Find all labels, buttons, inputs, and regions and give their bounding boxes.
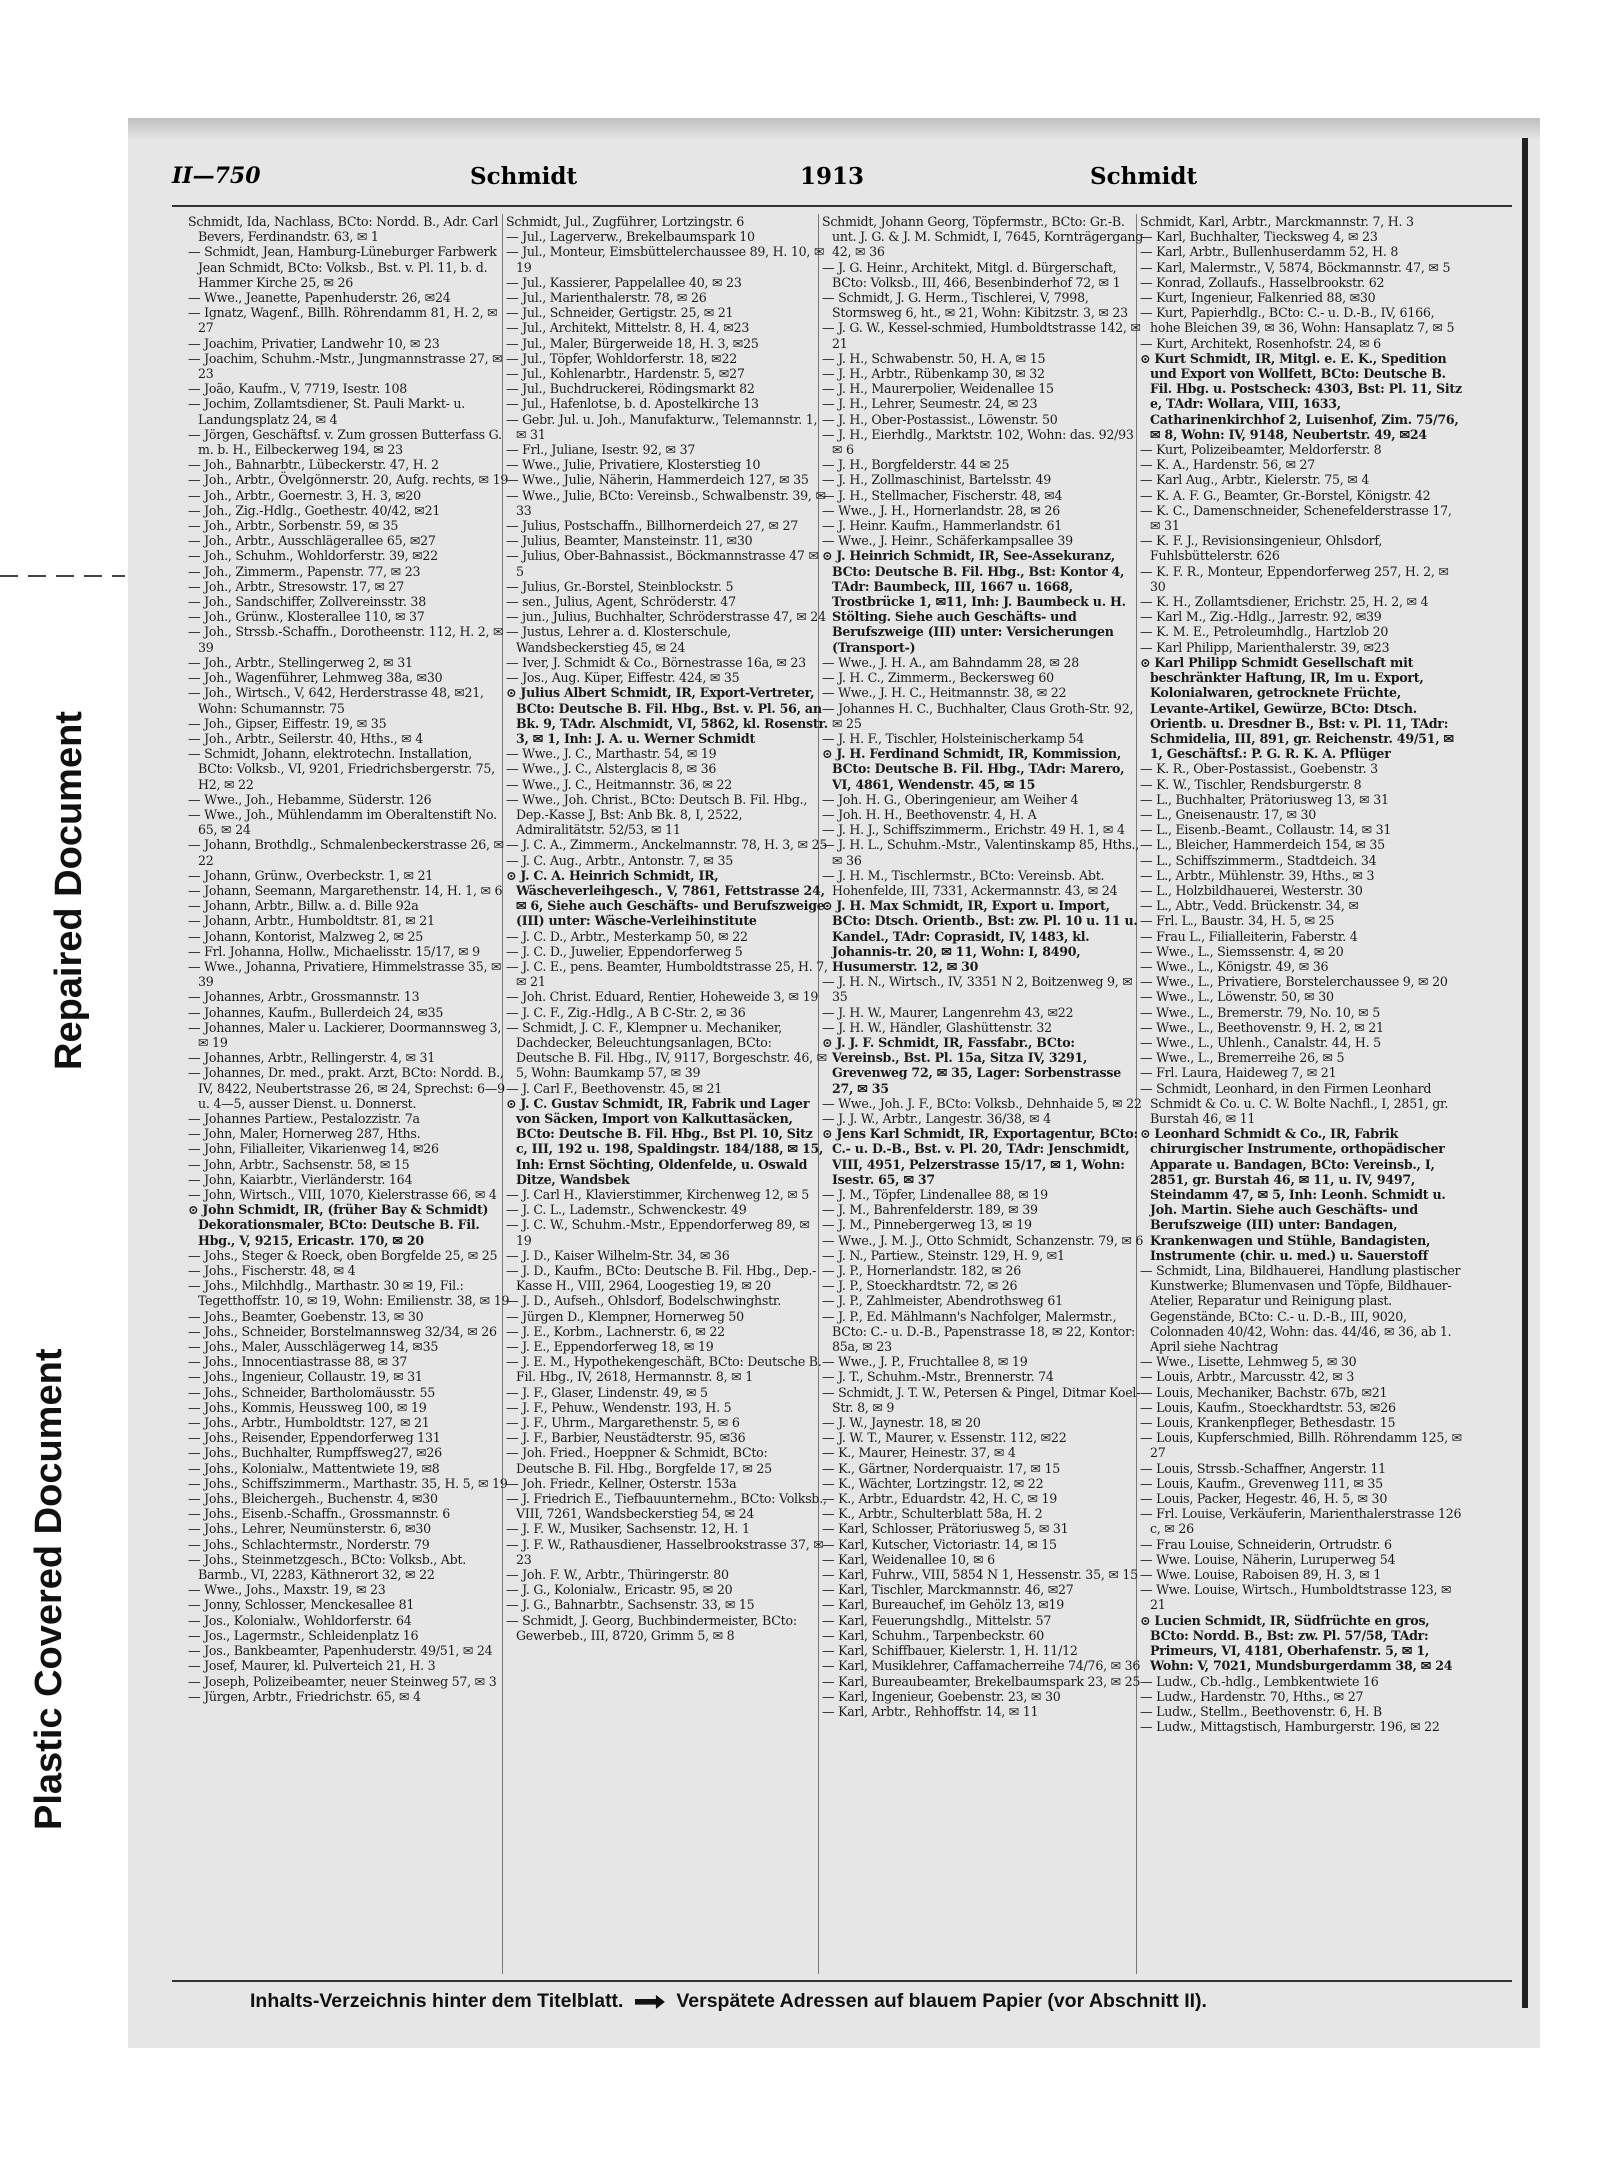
directory-entry: — Johs., Innocentiastrasse 88, ✉ 37 [188,1354,408,1370]
directory-entry: — Ludw., Hardenstr. 70, Hths., ✉ 27 [1140,1688,1364,1704]
directory-entry: — J. H. M., Tischlermstr., BCto: Vereinsb. Abt. Hohenfelde, III, 7331, Ackermannstr. 43, ✉ 24 [822,867,1118,898]
directory-entry: — J. N., Partiew., Steinstr. 129, H. 9, ✉1 [822,1247,1065,1263]
directory-entry: — Kurt, Polizeibeamter, Meldorferstr. 8 [1140,442,1382,458]
directory-entry: — J. H., Zollmaschinist, Bartelsstr. 49 [822,472,1052,488]
directory-entry: — J. C. E., pens. Beamter, Humboldtstrasse 25, H. 7, ✉ 21 [506,958,828,990]
directory-entry: Schmidt, Jul., Zugführer, Lortzingstr. 6 [506,214,745,229]
directory-entry: — Wwe., Johs., Maxstr. 19, ✉ 23 [188,1582,386,1598]
directory-entry: — Wwe., J. Heinr., Schäferkampsallee 39 [822,533,1073,549]
directory-entry: — Joh., Arbtr., Stellingerweg 2, ✉ 31 [188,654,413,670]
directory-entry: — Joh. Fried., Hoeppner & Schmidt, BCto: Deutsche B. Fil. Hbg., Borgfelde 17, ✉ 25 [506,1445,772,1476]
directory-entry: — Wwe. Louise, Näherin, Luruperweg 54 [1140,1551,1396,1567]
directory-entry: — Ludw., Mittagstisch, Hamburgerstr. 196, ✉ 22 [1140,1719,1440,1735]
directory-entry: — Johs., Fischerstr. 48, ✉ 4 [188,1263,356,1279]
directory-entry: — Jul., Architekt, Mittelstr. 8, H. 4, ✉23 [506,320,750,336]
directory-entry: — Johs., Steger & Roeck, oben Borgfelde 25, ✉ 25 [188,1247,498,1263]
crop-mark [0,575,125,577]
directory-entry: — Johs., Buchhalter, Rumpffsweg27, ✉26 [188,1445,442,1461]
directory-entry: — K. A., Hardenstr. 56, ✉ 27 [1140,457,1316,473]
page-footer [250,1990,1450,2016]
directory-entry: — Wwe., L., Beethovenstr. 9, H. 2, ✉ 21 [1140,1019,1384,1035]
directory-entry: — Jul., Schneider, Gertigstr. 25, ✉ 21 [506,305,734,321]
directory-entry: Schmidt, Johann Georg, Töpfermstr., BCto: Gr.-B. unt. J. G. & J. M. Schmidt, I, 7645, Kornträgergang 42, ✉ 36 [822,214,1144,260]
directory-entry: — Schmidt, J. C. F., Klempner u. Mechaniker, Dachdecker, Beleuchtungsanlagen, BCto: Deutsche B. Fil. Hbg., IV, 9117, Borgeschstr. 46, ✉ 5, Wohn: Baumkamp 57, ✉ 39 [506,1019,827,1081]
directory-entry: — Jul., Töpfer, Wohldorferstr. 18, ✉22 [506,350,737,366]
directory-entry: — J. F. W., Rathausdiener, Hasselbrookstrasse 37, ✉ 23 [506,1536,824,1567]
directory-entry: — Karl, Schlosser, Prätoriusweg 5, ✉ 31 [822,1521,1069,1537]
directory-entry: — Jul., Lagerverw., Brekelbaumspark 10 [506,229,755,245]
directory-entry: — Joh., Arbtr., Seilerstr. 40, Hths., ✉ 4 [188,730,423,746]
directory-entry: — Julius, Gr.-Borstel, Steinblockstr. 5 [506,578,734,594]
directory-entry: — Jos., Aug. Küper, Eiffestr. 424, ✉ 35 [506,670,740,686]
directory-entry: — Wwe., J. H. C., Heitmannstr. 38, ✉ 22 [822,685,1067,701]
directory-entry: — Ignatz, Wagenf., Billh. Röhrendamm 81, H. 2, ✉ 27 [188,305,498,336]
directory-entry: — J. G. Heinr., Architekt, Mitgl. d. Bürgerschaft, BCto: Volksb., III, 466, Besenbinderhof 72, ✉ 1 [822,259,1121,290]
directory-entry: — Karl M., Zig.-Hdlg., Jarrestr. 92, ✉39 [1140,609,1382,625]
directory-entry: — Karl, Arbtr., Bullenhuserdamm 52, H. 8 [1140,244,1399,260]
directory-entry: — Frl. L., Baustr. 34, H. 5, ✉ 25 [1140,913,1335,929]
directory-entry: — John, Wirtsch., VIII, 1070, Kielerstrasse 66, ✉ 4 [188,1187,497,1202]
directory-entry: — Louis, Krankenpfleger, Bethesdastr. 15 [1140,1415,1396,1431]
directory-entry: — Wwe., L., Königstr. 49, ✉ 36 [1140,958,1329,974]
directory-entry: ⊙ Karl Philipp Schmidt Gesellschaft mit beschränkter Haftung, IR, Im u. Export, Kolonialwaren, getrocknete Früchte, Levante-Artikel, Gewürze, BCto: Dtsch. Orientb. u. Dresdner B., Bst: v. Pl. 11, TAdr: Schmidelia, III, 891, gr. Reichenstr. 49/51, ✉ 1, Geschäftsf.: P. G. R. K. A. Pflüger [1140,654,1454,762]
directory-entry: — Jul., Maler, Bürgerweide 18, H. 3, ✉25 [506,335,759,351]
header-keyword-left: Schmidt [470,163,578,190]
directory-entry: — Frl., Juliane, Isestr. 92, ✉ 37 [506,442,696,458]
directory-entry: — J. C. F., Zig.-Hdlg., A B C-Str. 2, ✉ 36 [506,1004,746,1020]
directory-entry: — Wwe., Joh. J. F., BCto: Volksb., Dehnhaide 5, ✉ 22 [822,1095,1142,1111]
directory-entry: — Julius, Ober-Bahnassist., Böckmannstrasse 47 ✉ 5 [506,548,819,579]
directory-entry: — Johs., Lehrer, Neumünsterstr. 6, ✉30 [188,1521,431,1537]
directory-entry: — Jul., Kassierer, Pappelallee 40, ✉ 23 [506,274,742,290]
directory-entry: — J. C. L., Lademstr., Schwenckestr. 49 [506,1202,747,1218]
directory-entry: — Joh., Arbtr., Sorbenstr. 59, ✉ 35 [188,518,399,534]
directory-entry: — John, Kaiarbtr., Vierländerstr. 164 [188,1171,413,1187]
directory-entry: — Karl, Ingenieur, Goebenstr. 23, ✉ 30 [822,1688,1061,1704]
directory-entry: — L., Gneisenaustr. 17, ✉ 30 [1140,806,1317,822]
directory-entry: — J. D., Kaiser Wilhelm-Str. 34, ✉ 36 [506,1247,730,1263]
directory-entry: — J. F., Pehuw., Wendenstr. 193, H. 5 [506,1399,732,1415]
directory-entry: — Joh. Christ. Eduard, Rentier, Hoheweide 3, ✉ 19 [506,989,819,1005]
page-number: II—750 [172,163,261,189]
directory-entry: — Johann, Kontorist, Malzweg 2, ✉ 25 [188,928,424,944]
directory-entry: — L., Holzbildhauerei, Westerstr. 30 [1140,882,1363,898]
directory-entry: — J. E., Korbm., Lachnerstr. 6, ✉ 22 [506,1323,725,1339]
directory-entry: — Konrad, Zollaufs., Hasselbrookstr. 62 [1140,274,1385,290]
directory-entry: — J. M., Töpfer, Lindenallee 88, ✉ 19 [822,1187,1048,1202]
directory-entry: — Karl, Musiklehrer, Caffamacherreihe 74/76, ✉ 36 [822,1658,1141,1674]
directory-entry: ⊙ Leonhard Schmidt & Co., IR, Fabrik chirurgischer Instrumente, orthopädischer Apparate u. Bandagen, BCto: Vereinsb., I, 2851, gr. Burstah 46, ✉ 11, u. IV, 9497, Steindamm 47, ✉ 5, Inh: Leonh. Schmidt u. Joh. Martin. Siehe auch Geschäfts- und Berufszweige (III) unter: Bandagen, Krankenwagen und Stühle, Bandagisten, Instrumente (chir. u. med.) u. Sauerstoff [1140,1126,1446,1263]
directory-entry: — Wwe., L., Privatiere, Borstelerchaussee 9, ✉ 20 [1140,974,1448,990]
directory-entry: — Johs., Kommis, Heussweg 100, ✉ 19 [188,1399,427,1415]
directory-entry: — J. H., Eierhdlg., Marktstr. 102, Wohn: das. 92/93 ✉ 6 [822,426,1134,458]
directory-entry: — Frl. Louise, Verkäuferin, Marienthalerstrasse 126 c, ✉ 26 [1140,1506,1462,1537]
pointing-hand-icon [635,1995,665,2009]
directory-entry: — Wwe., Julie, Näherin, Hammerdeich 127, ✉ 35 [506,472,809,488]
directory-entry: — J. G., Kolonialw., Ericastr. 95, ✉ 20 [506,1582,733,1598]
directory-entry: — Johs., Milchhdlg., Marthastr. 30 ✉ 19, Fil.: Tegetthoffstr. 10, ✉ 19, Wohn: Emilienstr. 38, ✉ 19 [188,1278,510,1309]
directory-entry: — J. P., Stoeckhardtstr. 72, ✉ 26 [822,1278,1018,1294]
directory-entry: — Louis, Arbtr., Marcusstr. 42, ✉ 3 [1140,1369,1355,1385]
directory-entry: — K., Arbtr., Eduardstr. 42, H. C, ✉ 19 [822,1491,1058,1507]
directory-entry: — Joh., Schuhm., Wohldorferstr. 39, ✉22 [188,548,438,564]
directory-entry: — Karl, Weidenallee 10, ✉ 6 [822,1551,995,1567]
directory-entry: — K., Arbtr., Schulterblatt 58a, H. 2 [822,1506,1043,1522]
directory-entry: — J. C. D., Juwelier, Eppendorferweg 5 [506,943,743,959]
directory-entry: — J. P., Ed. Mählmann's Nachfolger, Malermstr., BCto: C.- u. D.-B., Papenstrasse 18, ✉ 22, Kontor: 85a, ✉ 23 [822,1308,1136,1355]
directory-entry: — J. E., Eppendorferweg 18, ✉ 19 [506,1339,714,1355]
directory-entry: — Wwe., Julie, BCto: Vereinsb., Schwalbenstr. 39, ✉ 33 [506,487,826,518]
directory-entry: — Wwe., Jeanette, Papenhuderstr. 26, ✉24 [188,290,451,306]
directory-entry: ⊙ J. J. F. Schmidt, IR, Fassfabr., BCto: Vereinsb., Bst. Pl. 15a, Sitza IV, 3291, Grevenweg 72, ✉ 35, Lager: Sorbenstrasse 27, ✉ 35 [822,1034,1121,1096]
directory-entry: — Wwe., Joh. Christ., BCto: Deutsch B. Fil. Hbg., Dep.-Kasse J, Bst: Anb Bk. 8, I, 2522, Admiralitätstr. 52/53, ✉ 11 [506,791,808,838]
directory-entry: — J. D., Kaufm., BCto: Deutsche B. Fil. Hbg., Dep.-Kasse H., VIII, 2964, Loogestieg 19, ✉ 20 [506,1263,817,1294]
directory-entry: — Joh. Friedr., Kellner, Osterstr. 153a [506,1475,737,1491]
directory-entry: — Joh., Grünw., Klosterallee 110, ✉ 37 [188,609,425,625]
directory-entry: — Johs., Reisender, Eppendorferweg 131 [188,1430,441,1446]
directory-entry: — Johs., Schneider, Borstelmannsweg 32/34, ✉ 26 [188,1323,497,1339]
directory-entry: — J. H. C., Zimmerm., Beckersweg 60 [822,670,1054,686]
directory-entry: — J. Friedrich E., Tiefbauunternehm., BCto: Volksb., VIII, 7261, Wandsbeckerstieg 54, ✉ 24 [506,1491,827,1522]
column-1 [188,214,510,1979]
directory-entry: — K. R., Ober-Postassist., Goebenstr. 3 [1140,761,1378,777]
directory-entry: — John, Maler, Hornerweg 287, Hths. [188,1126,421,1142]
directory-entry: — Karl, Kutscher, Victoriastr. 14, ✉ 15 [822,1536,1057,1552]
directory-entry: — Joh., Arbtr., Övelgönnerstr. 20, Aufg. rechts, ✉ 19 [188,472,509,488]
directory-entry: — Johannes, Arbtr., Grossmannstr. 13 [188,989,420,1005]
directory-entry: — Johs., Arbtr., Humboldtstr. 127, ✉ 21 [188,1415,430,1431]
directory-entry: — Joachim, Schuhm.-Mstr., Jungmannstrasse 27, ✉ 23 [188,350,503,382]
directory-entry: — Joh., Sandschiffer, Zollvereinsstr. 38 [188,594,426,610]
directory-entry: — K. M. E., Petroleumhdlg., Hartzlob 20 [1140,624,1389,640]
directory-entry: — Schmidt, Leonhard, in den Firmen Leonhard Schmidt & Co. u. C. W. Bolte Nachfl., I, 2851, gr. Burstah 46, ✉ 11 [1140,1080,1449,1126]
directory-entry: — Karl, Bureauchef, im Gehölz 13, ✉19 [822,1597,1065,1613]
directory-entry: ⊙ J. C. A. Heinrich Schmidt, IR, Wäscheverleihgesch., V, 7861, Fettstrasse 24, ✉ 6, Siehe auch Geschäfts- und Berufszweige (III) unter: Wäsche-Verleihinstitute [506,867,825,929]
column-4 [1140,214,1462,1979]
directory-columns [188,214,1528,1979]
directory-entry: — Joh., Zig.-Hdlg., Goethestr. 40/42, ✉21 [188,502,441,518]
directory-entry: — J. W. T., Maurer, v. Essenstr. 112, ✉22 [822,1430,1067,1446]
sidebar-label-repaired: Repaired Document [48,711,90,1070]
directory-entry: — J. C. W., Schuhm.-Mstr., Eppendorferweg 89, ✉ 19 [506,1217,810,1248]
directory-entry: — J. M., Bahrenfelderstr. 189, ✉ 39 [822,1202,1038,1218]
directory-entry: — Jörgen, Geschäftsf. v. Zum grossen Butterfass G. m. b. H., Eilbeckerweg 194, ✉ 23 [188,426,502,458]
directory-entry: — J. H. J., Schiffszimmerm., Erichstr. 49 H. 1, ✉ 4 [822,822,1125,838]
directory-entry: — Karl Aug., Arbtr., Kielerstr. 75, ✉ 4 [1140,472,1370,488]
directory-entry: — J. T., Schuhm.-Mstr., Brennerstr. 74 [822,1369,1054,1385]
footer-index-note: Inhalts-Verzeichnis hinter dem Titelblatt. [250,1990,624,2012]
directory-entry: — Louis, Kupferschmied, Billh. Röhrendamm 125, ✉ 27 [1140,1430,1462,1461]
directory-entry: — Louis, Mechaniker, Bachstr. 67b, ✉21 [1140,1384,1388,1400]
directory-entry: — Johs., Schiffszimmerm., Marthastr. 35, H. 5, ✉ 19 [188,1475,508,1491]
scan-shadow [128,118,1540,140]
directory-entry: — Joachim, Privatier, Landwehr 10, ✉ 23 [188,335,440,351]
directory-entry: — Schmidt, J. T. W., Petersen & Pingel, Ditmar Koel-Str. 8, ✉ 9 [822,1384,1141,1415]
directory-entry: — Wwe., Joh., Hebamme, Süderstr. 126 [188,791,432,807]
directory-entry: — Wwe. Louise, Wirtsch., Humboldtstrasse 123, ✉ 21 [1140,1582,1452,1613]
directory-entry: — Joh., Strssb.-Schaffn., Dorotheenstr. 112, H. 2, ✉ 39 [188,624,504,655]
directory-entry: — Wwe., L., Uhlenh., Canalstr. 44, H. 5 [1140,1034,1381,1050]
directory-entry: — Johannes, Dr. med., prakt. Arzt, BCto: Nordd. B., IV, 8422, Neubertstrasse 26, ✉ 24, Sprechst: 6—9 u. 4—5, ausser Dienst. u. Donnerst. [188,1065,505,1111]
sidebar-label-plastic: Plastic Covered Document [28,1348,70,1830]
footer-late-addresses-note: Verspätete Adressen auf blauem Papier (vor Abschnitt II). [676,1990,1207,2012]
directory-entry: — Jürgen, Arbtr., Friedrichstr. 65, ✉ 4 [188,1688,421,1704]
directory-entry: — Schmidt, Johann, elektrotechn. Installation, BCto: Volksb., VI, 9201, Friedrichsbergerstr. 75, H2, ✉ 22 [188,746,495,792]
directory-entry: — K. H., Zollamtsdiener, Erichstr. 25, H. 2, ✉ 4 [1140,594,1429,610]
directory-entry: — J. H. L., Schuhm.-Mstr., Valentinskamp 85, Hths., ✉ 36 [822,837,1140,868]
directory-entry: — K., Gärtner, Norderquaistr. 17, ✉ 15 [822,1460,1061,1476]
directory-entry: — J. Heinr. Kaufm., Hammerlandstr. 61 [822,518,1063,534]
directory-entry: — J. H., Stellmacher, Fischerstr. 48, ✉4 [822,487,1063,503]
directory-entry: — Johs., Beamter, Goebenstr. 13, ✉ 30 [188,1308,424,1324]
directory-entry: Schmidt, Karl, Arbtr., Marckmannstr. 7, H. 3 [1140,214,1414,229]
directory-entry: — Johs., Bleichergeh., Buchenstr. 4, ✉30 [188,1491,438,1507]
directory-entry: — Karl, Feuerungshdlg., Mittelstr. 57 [822,1612,1052,1628]
directory-entry: — J. C. Aug., Arbtr., Antonstr. 7, ✉ 35 [506,852,734,868]
directory-entry: — Joh., Arbtr., Goernestr. 3, H. 3, ✉20 [188,487,421,503]
directory-entry: ⊙ J. H. Max Schmidt, IR, Export u. Import, BCto: Dtsch. Orientb., Bst: zw. Pl. 10 u. 11 u. Kandel., TAdr: Coprasidt, IV, 1483, kl. Johannis-tr. 20, ✉ 11, Wohn: I, 8490, Husumerstr. 12, ✉ 30 [822,898,1138,974]
directory-entry: — J. D., Aufseh., Ohlsdorf, Bodelschwinghstr. [506,1293,782,1309]
directory-entry: — J. H., Maurerpolier, Weidenallee 15 [822,381,1054,397]
directory-entry: — John, Arbtr., Sachsenstr. 58, ✉ 15 [188,1156,410,1172]
directory-entry: — Louis, Packer, Hegestr. 46, H. 5, ✉ 30 [1140,1491,1388,1507]
directory-entry: — K. W., Tischler, Rendsburgerstr. 8 [1140,776,1362,792]
directory-entry: — Jul., Kohlenarbtr., Hardenstr. 5, ✉27 [506,366,745,382]
archive-sidebar [0,0,110,2177]
directory-entry: — Karl, Arbtr., Rehhoffstr. 14, ✉ 11 [822,1703,1039,1719]
directory-entry: — Joh., Wagenführer, Lehmweg 38a, ✉30 [188,670,443,686]
directory-entry: ⊙ Kurt Schmidt, IR, Mitgl. e. E. K., Spedition und Export von Wollfett, BCto: Deutsche B. Fil. Hbg. u. Postscheck: 4303, Bst: Pl. 11, Sitz e, TAdr: Wollara, VIII, 1633, Catharinenkirchhof 2, Luisenhof, Zim. 75/76, ✉ 8, Wohn: IV, 9148, Neubertstr. 49, ✉24 [1140,350,1462,442]
directory-entry: — Frau Louise, Schneiderin, Ortrudstr. 6 [1140,1536,1392,1552]
directory-entry: — J. M., Pinnebergerweg 13, ✉ 19 [822,1217,1032,1233]
directory-entry: — Wwe., J. C., Alsterglacis 8, ✉ 36 [506,761,717,777]
directory-entry: ⊙ J. H. Ferdinand Schmidt, IR, Kommission, BCto: Deutsche B. Fil. Hbg., TAdr: Marero, VI, 4861, Wendenstr. 45, ✉ 15 [822,746,1125,792]
directory-entry: — Johannes, Kaufm., Bullerdeich 24, ✉35 [188,1004,444,1020]
directory-entry: — Wwe., J. H. A., am Bahndamm 28, ✉ 28 [822,654,1079,670]
directory-entry: — Gebr. Jul. u. Joh., Manufakturw., Telemannstr. 1, ✉ 31 [506,411,818,442]
directory-entry: — Karl, Tischler, Marckmannstr. 46, ✉27 [822,1582,1074,1598]
directory-entry: — K. A. F. G., Beamter, Gr.-Borstel, Königstr. 42 [1140,487,1431,503]
directory-entry: — Wwe., J. C., Heitmannstr. 36, ✉ 22 [506,776,733,792]
footer-rule [172,1980,1512,1982]
directory-entry: — J. Carl F., Beethovenstr. 45, ✉ 21 [506,1080,723,1096]
directory-entry: — J. G., Bahnarbtr., Sachsenstr. 33, ✉ 15 [506,1597,755,1613]
directory-entry: — J. Carl H., Klavierstimmer, Kirchenweg 12, ✉ 5 [506,1187,810,1202]
directory-entry: — João, Kaufm., V, 7719, Isestr. 108 [188,381,408,397]
directory-entry: — jun., Julius, Buchhalter, Schröderstrasse 47, ✉ 24 [506,609,826,625]
directory-entry: — Johann, Seemann, Margarethenstr. 14, H. 1, ✉ 6 [188,882,503,898]
directory-entry: — Julius, Beamter, Mansteinstr. 11, ✉30 [506,533,753,549]
directory-entry: — Johs., Kolonialw., Mattentwiete 19, ✉8 [188,1460,440,1476]
directory-entry: — L., Abtr., Vedd. Brückenstr. 34, ✉ [1140,898,1359,914]
directory-entry: — Jos., Lagermstr., Schleidenplatz 16 [188,1627,419,1643]
column-3 [822,214,1144,1979]
directory-entry: — Joh., Gipser, Eiffestr. 19, ✉ 35 [188,715,387,731]
directory-entry: — Jul., Monteur, Eimsbüttelerchaussee 89, H. 10, ✉ 19 [506,244,825,275]
directory-entry: — Karl, Buchhalter, Tiecksweg 4, ✉ 23 [1140,229,1378,245]
directory-entry: — Wwe., Joh., Mühlendamm im Oberaltenstift No. 65, ✉ 24 [188,806,497,838]
directory-entry: — Josef, Maurer, kl. Pulverteich 21, H. 3 [188,1658,436,1674]
directory-entry: — J. F., Uhrm., Margarethenstr. 5, ✉ 6 [506,1415,740,1431]
directory-entry: — J. H. W., Händler, Glashüttenstr. 32 [822,1019,1052,1035]
directory-entry: — Kurt, Ingenieur, Falkenried 88, ✉30 [1140,290,1376,306]
directory-entry: — Johannes, Maler u. Lackierer, Doormannsweg 3, ✉ 19 [188,1019,502,1050]
directory-entry: — Karl, Malermstr., V, 5874, Böckmannstr. 47, ✉ 5 [1140,259,1451,275]
directory-entry: — Kurt, Papierhdlg., BCto: C.- u. D.-B., IV, 6166, hohe Bleichen 39, ✉ 36, Wohn: Hansaplatz 7, ✉ 5 [1140,305,1455,336]
directory-entry: — L., Buchhalter, Prätoriusweg 13, ✉ 31 [1140,791,1389,807]
directory-entry: — L., Schiffszimmerm., Stadtdeich. 34 [1140,852,1377,868]
directory-entry: — Karl, Schiffbauer, Kielerstr. 1, H. 11/12 [822,1643,1078,1659]
directory-entry: — Louis, Strssb.-Schaffner, Angerstr. 11 [1140,1460,1386,1476]
directory-entry: — Johannes H. C., Buchhalter, Claus Groth-Str. 92, ✉ 25 [822,700,1134,731]
directory-entry: — Karl, Fuhrw., VIII, 5854 N 1, Hessenstr. 35, ✉ 15 [822,1567,1138,1583]
directory-entry: — Wwe., Julie, Privatiere, Klosterstieg 10 [506,457,761,473]
directory-entry: — Wwe., Lisette, Lehmweg 5, ✉ 30 [1140,1354,1357,1370]
directory-entry: — Ludw., Stellm., Beethovenstr. 6, H. B [1140,1703,1382,1719]
directory-entry: — Wwe., J. P., Fruchtallee 8, ✉ 19 [822,1354,1028,1370]
directory-entry: — J. H., Borgfelderstr. 44 ✉ 25 [822,457,1010,473]
directory-entry: — K. C., Damenschneider, Schenefelderstrasse 17, ✉ 31 [1140,502,1452,534]
directory-entry: — Wwe. Louise, Raboisen 89, H. 3, ✉ 1 [1140,1567,1382,1583]
directory-entry: — Jul., Hafenlotse, b. d. Apostelkirche 13 [506,396,759,412]
directory-entry: — Julius, Postschaffn., Billhornerdeich 27, ✉ 27 [506,518,798,534]
directory-entry: — Johannes, Arbtr., Rellingerstr. 4, ✉ 31 [188,1050,436,1066]
directory-entry: — Jul., Buchdruckerei, Rödingsmarkt 82 [506,381,755,397]
directory-entry: — J. W., Jaynestr. 18, ✉ 20 [822,1415,981,1431]
directory-entry: — sen., Julius, Agent, Schröderstr. 47 [506,594,736,610]
header-year: 1913 [800,163,865,190]
directory-entry: — Iver, J. Schmidt & Co., Börnestrasse 16a, ✉ 23 [506,654,806,670]
directory-entry: — Wwe., J. H., Hornerlandstr. 28, ✉ 26 [822,502,1061,518]
directory-entry: — L., Bleicher, Hammerdeich 154, ✉ 35 [1140,837,1385,853]
directory-entry: — J. H. W., Maurer, Langenrehm 43, ✉22 [822,1004,1074,1020]
directory-entry: ⊙ Julius Albert Schmidt, IR, Export-Vertreter, BCto: Deutsche B. Fil. Hbg., Bst. v. Pl. 56, an Bk. 9, TAdr. Alschmidt, VI, 5862, kl. Rosenstr. 3, ✉ 1, Inh: J. A. u. Werner Schmidt [506,685,828,746]
directory-entry: — Schmidt, J. Georg, Buchbindermeister, BCto: Gewerbeb., III, 8720, Grimm 5, ✉ 8 [506,1612,797,1643]
directory-entry: — J. H., Lehrer, Seumestr. 24, ✉ 23 [822,396,1038,412]
directory-entry: — Ludw., Cb.-hdlg., Lembkentwiete 16 [1140,1673,1379,1689]
directory-entry: — J. G. W., Kessel-schmied, Humboldtstrasse 142, ✉ 21 [822,320,1141,351]
directory-entry: — Wwe., L., Bremerstr. 79, No. 10, ✉ 5 [1140,1004,1380,1020]
directory-entry: — J. P., Hornerlandstr. 182, ✉ 26 [822,1263,1022,1279]
directory-entry: — Johs., Schlachtermstr., Norderstr. 79 [188,1536,430,1552]
directory-entry: — J. H., Arbtr., Rübenkamp 30, ✉ 32 [822,366,1045,382]
directory-entry: — Karl, Schuhm., Tarpenbeckstr. 60 [822,1627,1044,1643]
directory-entry: — Frl. Johanna, Hollw., Michaelisstr. 15/17, ✉ 9 [188,943,480,959]
directory-entry: — Jos., Bankbeamter, Papenhuderstr. 49/51, ✉ 24 [188,1643,493,1659]
directory-entry: — Wwe., J. C., Marthastr. 54, ✉ 19 [506,746,717,762]
directory-entry: — J. C. A., Zimmerm., Anckelmannstr. 78, H. 3, ✉ 25 [506,837,828,853]
directory-entry: ⊙ J. C. Gustav Schmidt, IR, Fabrik und Lager von Säcken, Import von Kalkuttasäcken, BCto: Deutsche B. Fil. Hbg., Bst Pl. 10, Sitz c, III, 192 u. 198, Spaldingstr. 184/188, ✉ 15, Inh: Ernst Söchting, Oldenfelde, u. Oswald Ditze, Wandsbek [506,1095,824,1187]
directory-entry: — Johannes Partiew., Pestalozzistr. 7a [188,1110,420,1126]
directory-entry: — Frau L., Filialleiterin, Faberstr. 4 [1140,928,1358,944]
directory-entry: — J. F., Barbier, Neustädterstr. 95, ✉36 [506,1430,746,1446]
directory-entry: — K., Maurer, Heinestr. 37, ✉ 4 [822,1445,1016,1461]
directory-entry: — Johs., Ingenieur, Collaustr. 19, ✉ 31 [188,1369,423,1385]
directory-entry: — L., Arbtr., Mühlenstr. 39, Hths., ✉ 3 [1140,867,1375,883]
directory-entry: — John, Filialleiter, Vikarienweg 14, ✉26 [188,1141,439,1157]
directory-entry: — Johs., Maler, Ausschlägerweg 14, ✉35 [188,1339,439,1355]
directory-entry: — J. C. D., Arbtr., Mesterkamp 50, ✉ 22 [506,928,748,944]
directory-entry: — Johann, Arbtr., Billw. a. d. Bille 92a [188,898,419,914]
directory-entry: — Joh., Bahnarbtr., Lübeckerstr. 47, H. 2 [188,457,439,473]
directory-entry: — Wwe., L., Siemssenstr. 4, ✉ 20 [1140,943,1344,959]
directory-entry: — Schmidt, J. G. Herm., Tischlerei, V, 7998, Stormsweg 6, ht., ✉ 21, Wohn: Kibitzstr. 3, ✉ 23 [822,290,1128,321]
column-2 [506,214,828,1979]
directory-entry: — J. H., Schwabenstr. 50, H. A, ✉ 15 [822,350,1046,366]
directory-entry: — J. E. M., Hypothekengeschäft, BCto: Deutsche B. Fil. Hbg., IV, 2618, Hermannstr. 8, ✉ 1 [506,1354,822,1385]
directory-entry: — Joh., Wirtsch., V, 642, Herderstrasse 48, ✉21, Wohn: Schumannstr. 75 [188,685,484,716]
directory-entry: — Joh., Arbtr., Stresowstr. 17, ✉ 27 [188,578,404,594]
directory-entry: — Louis, Kaufm., Grevenweg 111, ✉ 35 [1140,1475,1383,1491]
directory-entry: — Wwe., Johanna, Privatiere, Himmelstrasse 35, ✉ 39 [188,958,502,990]
directory-entry: — J. H., Ober-Postassist., Löwenstr. 50 [822,411,1058,427]
directory-entry: — Frl. Laura, Haideweg 7, ✉ 21 [1140,1065,1337,1081]
directory-entry: — Louis, Kaufm., Stoeckhardtstr. 53, ✉26 [1140,1399,1396,1415]
directory-entry: — Jul., Marienthalerstr. 78, ✉ 26 [506,290,707,306]
directory-entry: — Kurt, Architekt, Rosenhofstr. 24, ✉ 6 [1140,335,1381,351]
directory-entry: — J. F., Glaser, Lindenstr. 49, ✉ 5 [506,1384,708,1400]
directory-entry: — J. P., Zahlmeister, Abendrothsweg 61 [822,1293,1063,1309]
directory-entry: — Joh. F. W., Arbtr., Thüringerstr. 80 [506,1567,729,1583]
directory-entry: — Schmidt, Jean, Hamburg-Lüneburger Farbwerk Jean Schmidt, BCto: Volksb., Bst. v. Pl. 11, b. d. Hammer Kirche 25, ✉ 26 [188,244,497,290]
directory-entry: — Johann, Brothdlg., Schmalenbeckerstrasse 26, ✉ 22 [188,837,504,868]
directory-entry: — Schmidt, Lina, Bildhauerei, Handlung plastischer Kunstwerke; Blumenvasen und Töpfe, Bildhauer-Atelier, Reparatur und Reinigung plast. Gegenstände, BCto: C.- u. D.-B., III, 9020, Colonnaden 40/42, Wohn: das. 44/46, ✉ 36, ab 1. April siehe Nachtrag [1140,1263,1461,1355]
directory-entry: ⊙ Lucien Schmidt, IR, Südfrüchte en gros, BCto: Nordd. B., Bst: zw. Pl. 57/58, TAdr: Primeurs, VI, 4181, Oberhafenstr. 5, ✉ 1, Wohn: V, 7021, Mundsburgerdamm 38, ✉ 24 [1140,1612,1453,1674]
directory-entry: — J. H. N., Wirtsch., IV, 3351 N 2, Boitzenweg 9, ✉ 35 [822,974,1133,1005]
header-rule [172,205,1512,207]
directory-entry: — Karl, Bureaubeamter, Brekelbaumspark 23, ✉ 25 [822,1673,1141,1689]
directory-entry: — Johann, Grünw., Overbeckstr. 1, ✉ 21 [188,867,434,883]
directory-entry: — J. H. F., Tischler, Holsteinischerkamp 54 [822,730,1084,746]
directory-entry: — J. F. W., Musiker, Sachsenstr. 12, H. 1 [506,1521,750,1537]
directory-entry: — K., Wächter, Lortzingstr. 12, ✉ 22 [822,1475,1044,1491]
directory-entry: — Joh., Zimmerm., Papenstr. 77, ✉ 23 [188,563,421,579]
directory-entry: Schmidt, Ida, Nachlass, BCto: Nordd. B., Adr. Carl Bevers, Ferdinandstr. 63, ✉ 1 [188,214,499,245]
directory-entry: — Jürgen D., Klempner, Hornerweg 50 [506,1308,744,1324]
directory-entry: — Jochim, Zollamtsdiener, St. Pauli Markt- u. Landungsplatz 24, ✉ 4 [188,396,465,427]
directory-entry: — Joh. H. H., Beethovenstr. 4, H. A [822,806,1037,822]
directory-entry: — Joh., Arbtr., Ausschlägerallee 65, ✉27 [188,533,436,549]
directory-entry: — Wwe., L., Bremerreihe 26, ✉ 5 [1140,1050,1345,1066]
directory-entry: — Johs., Steinmetzgesch., BCto: Volksb., Abt. Barmb., VI, 2283, Käthnerort 32, ✉ 22 [188,1551,467,1583]
directory-entry: — Joh. H. G., Oberingenieur, am Weiher 4 [822,791,1079,807]
directory-entry: ⊙ John Schmidt, IR, (früher Bay & Schmidt) Dekorationsmaler, BCto: Deutsche B. Fil. Hbg., V, 9215, Ericastr. 170, ✉ 20 [188,1202,489,1248]
header-keyword-right: Schmidt [1090,163,1198,190]
directory-entry: — K. F. J., Revisionsingenieur, Ohlsdorf, Fuhlsbüttelerstr. 626 [1140,533,1383,564]
directory-entry: — Joseph, Polizeibeamter, neuer Steinweg 57, ✉ 3 [188,1673,497,1689]
directory-entry: ⊙ J. Heinrich Schmidt, IR, See-Assekuranz, BCto: Deutsche B. Fil. Hbg., Bst: Kontor 4, TAdr: Baumbeck, III, 1667 u. 1668, Trostbrücke 1, ✉11, Inh: J. Baumbeck u. H. Stölting. Siehe auch Geschäfts- und Berufszweige (III) unter: Versicherungen (Transport-) [822,548,1126,655]
directory-entry: — Jonny, Schlosser, Menckesallee 81 [188,1597,415,1613]
directory-entry: — Justus, Lehrer a. d. Klosterschule, Wandsbeckerstieg 45, ✉ 24 [506,624,731,655]
directory-entry: — Wwe., L., Löwenstr. 50, ✉ 30 [1140,989,1334,1005]
directory-entry: — Jos., Kolonialw., Wohldorferstr. 64 [188,1612,412,1628]
directory-entry: — Johann, Arbtr., Humboldtstr. 81, ✉ 21 [188,913,435,929]
directory-entry: — Johs., Eisenb.-Schaffn., Grossmannstr. 6 [188,1506,451,1522]
directory-entry: — Johs., Schneider, Bartholomäusstr. 55 [188,1384,435,1400]
directory-entry: — Wwe., J. M. J., Otto Schmidt, Schanzenstr. 79, ✉ 6 [822,1232,1144,1248]
directory-entry: ⊙ Jens Karl Schmidt, IR, Exportagentur, BCto: C.- u. D.-B., Bst. v. Pl. 20, TAdr: Jenschmidt, VIII, 4951, Pelzerstrasse 15/17, ✉ 1, Wohn: Isestr. 65, ✉ 37 [822,1126,1138,1187]
directory-entry: — K. F. R., Monteur, Eppendorferweg 257, H. 2, ✉ 30 [1140,563,1449,594]
directory-entry: — Karl Philipp, Marienthalerstr. 39, ✉23 [1140,639,1390,655]
page-header [172,163,1512,197]
directory-entry: — L., Eisenb.-Beamt., Collaustr. 14, ✉ 31 [1140,822,1392,838]
directory-entry: — J. J. W., Arbtr., Langestr. 36/38, ✉ 4 [822,1110,1051,1126]
